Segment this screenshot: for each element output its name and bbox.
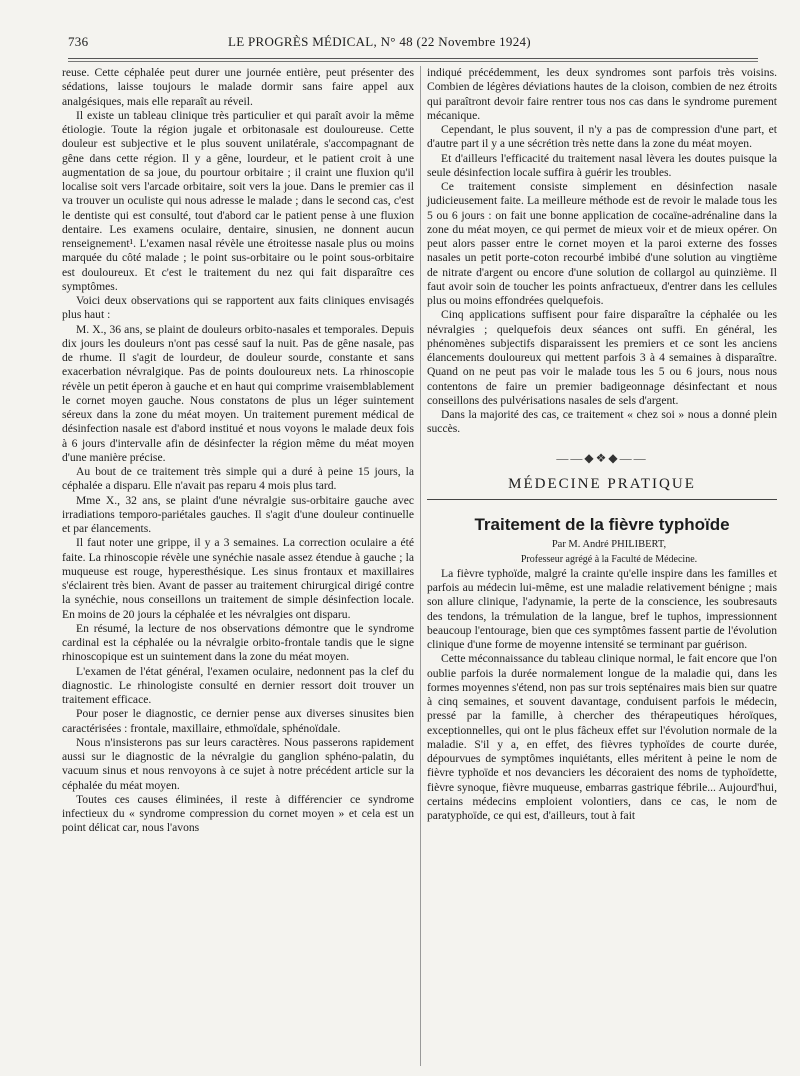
- article-byline: Par M. André PHILIBERT,: [551, 539, 667, 551]
- paragraph: reuse. Cette céphalée peut durer une journée entière, peut présenter des sédations, laisse toujours le malade dormir sans faire appel aux analgésiques, mais elle reparaît au réveil.: [62, 66, 414, 108]
- left-column: [62, 66, 414, 836]
- paragraph: Cinq applications suffisent pour faire disparaître la céphalée ou les névralgies ; quelquefois deux séances ont suffi. En général, les phénomènes subjectifs disparaissent les premiers et ce sont les anciens élancements douloureux qui mettent parfois 3 à 4 semaines à disparaître. Quand on ne peut pas voir le malade tous les 5 ou 6 jours, nous nous contentons de faire un premier badigeonnage désinfectant et nous conseillons des pulvérisations nasales de sels d'argent.: [427, 308, 777, 407]
- paragraph: Cette méconnaissance du tableau clinique normal, le fait encore que l'on oublie parfois la durée normalement longue de la maladie qui, dans les formes moyennes s'étend, non pas sur trois septénaires mais bien sur quatre à cinq semaines, et souvent davantage, conduisent parfois le médecin, pressé par la famille, à chercher des thérapeutiques héroïques, exceptionnelles, qui ont le plus fâcheux effet sur l'évolution normale de la maladie. S'il y a, en effet, des fièvres typhoïdes de courte durée, dépourvues de symptômes inquiétants, elles méritent à peine le nom de fièvre typhoïde et nos devanciers les décoraient des noms de typhoïdette, fièvre synoque, fièvre muqueuse, embarras gastrique fébrile... Aujourd'hui, certains médecins emploient volontiers, dans ce cas, le nom de paratyphoïde, ce qui est, d'ailleurs, tout à fait: [427, 652, 777, 822]
- section-heading: MÉDECINE PRATIQUE: [508, 475, 696, 492]
- paragraph: En résumé, la lecture de nos observations démontre que le syndrome cardinal est la céphalée ou la névralgie orbito-frontale tandis que le signe rhinoscopique est un suintement dans la zone du méat moyen.: [62, 621, 414, 664]
- paragraph: Il existe un tableau clinique très particulier et qui paraît avoir la même étiologie. Toute la région jugale et orbitonasale est douloureuse. Cette douleur est subjective et le plus souvent unilatérale, s'accompagnant de gêne dans cette région. Il y a gêne, lourdeur, et le patient croit à une augmentation de sa joue, du pourtour orbitaire ; il craint une fluxion qu'il localise soit vers l'arcade orbitaire, soit vers la joue. Dans le premier cas il va trouver un oculiste qui nous adresse le malade ; dans le second cas, c'est le dentiste qui est consulté, tout d'abord car le patient pense à une fluxion dentaire. Les examens oculaire, dentaire, sinusien, ne donnent aucun renseignement¹. L'examen nasal révèle une étroitesse nasale plus ou moins marquée du côté malade ; le point sus-orbitaire ou le point sous-orbitaire est douloureux. Et c'est le traitement du nez qui fait disparaître ces symptômes.: [62, 108, 414, 293]
- ornament-divider: ——◆❖◆——: [556, 450, 648, 465]
- page-header: [68, 34, 758, 52]
- paragraph: Dans la majorité des cas, ce traitement « chez soi » nous a donné plein succès.: [427, 408, 777, 436]
- paragraph: L'examen de l'état général, l'examen oculaire, nedonnent pas la clef du diagnostic. Le rhinologiste consulté en dernier ressort doit trouver un traitement efficace.: [62, 664, 414, 706]
- paragraph: Nous n'insisterons pas sur leurs caractères. Nous passerons rapidement aussi sur le diagnostic de la névralgie du ganglion sphéno-palatin, du vacuum sinus et nous renvoyons à ce sujet à notre précédent article sur la céphalée du méat moyen.: [62, 735, 414, 792]
- paragraph: Et d'ailleurs l'efficacité du traitement nasal lèvera les doutes puisque la seule désinfection locale suffira à guérir les troubles.: [427, 151, 777, 179]
- paragraph: Mme X., 32 ans, se plaint d'une névralgie sus-orbitaire gauche avec irradiations temporo-pariétales gauches. Il s'agit d'une douleur continuelle et par élancements.: [62, 493, 414, 535]
- paragraph: indiqué précédemment, les deux syndromes sont parfois très voisins. Combien de légères déviations hautes de la cloison, combien de nez étroits qui paraîtront devoir faire rentrer tous nos cas dans le syndrome purement mécanique.: [427, 66, 777, 122]
- paragraph: Cependant, le plus souvent, il n'y a pas de compression d'une part, et d'autre part il y a une sécrétion très nette dans la zone du méat moyen.: [427, 123, 777, 151]
- paragraph: Au bout de ce traitement très simple qui a duré à peine 15 jours, la céphalée a disparu. Elle n'avait pas reparu 4 mois plus tard.: [62, 465, 414, 493]
- paragraph: La fièvre typhoïde, malgré la crainte qu'elle inspire dans les familles et parfois au médecin lui-même, est une maladie relativement bénigne ; mais son allure clinique, l'adynamie, la perte de la conscience, les soubresauts des tendons, la trémulation de la langue, bref le tuphos, impressionnent beaucoup l'entourage, bien que ces symptômes fassent partie de l'évolution clinique d'une forme de moyenne intensité se terminant par guérison.: [427, 566, 777, 651]
- page-number: 736: [68, 34, 89, 49]
- article-affiliation: Professeur agrégé à la Faculté de Médecine.: [520, 553, 698, 565]
- paragraph: Toutes ces causes éliminées, il reste à différencier ce syndrome infectieux du « syndrome compression du cornet moyen » et cela est un point délicat car, nous l'avons: [62, 792, 414, 835]
- paragraph: Il faut noter une grippe, il y a 3 semaines. La correction oculaire a été faite. La rhinoscopie révèle une synéchie nasale assez étendue à gauche ; la muqueuse est rouge, hyperesthésique. Les sinus frontaux et maxillaires s'éclairent très bien. Avant de passer au traitement chirurgical dirigé contre la synéchie, nous conseillons un traitement de simple désinfection locale. En moins de 20 jours la céphalée et les névralgies ont disparu.: [62, 536, 414, 621]
- article-title: Traitement de la fièvre typhoïde: [474, 515, 730, 534]
- header-rule: [68, 58, 758, 59]
- paragraph: Pour poser le diagnostic, ce dernier pense aux diverses sinusites bien caractérisées : frontale, maxillaire, ethmoïdale, sphénoïdale.: [62, 707, 414, 735]
- paragraph: M. X., 36 ans, se plaint de douleurs orbito-nasales et temporales. Depuis dix jours les douleurs n'ont pas cessé sauf la nuit. Pas de gêne nasale, pas de rhume. Il s'agit de lourdeur, de douleur sourde, constante et sans exacerbation névralgique. Pas de points douloureux nets. La rhinoscopie révèle un petit éperon à gauche et en haut qui comprime vraisemblablement le cornet moyen gauche. Nous constatons de plus un léger suintement séreux dans la zone du méat moyen. Un traitement purement médical de désinfection nasale est d'abord institué et nous voyons le malade deux fois à 6 jours d'intervalle afin de désinfecter la région même du méat moyen d'une manière précise.: [62, 322, 414, 464]
- column-divider: [420, 66, 421, 1066]
- paragraph: Ce traitement consiste simplement en désinfection nasale judicieusement faite. La meilleure méthode est de revoir le malade tous les 5 ou 6 jours : on fait une bonne application de cocaïne-adrénaline dans la zone du méat moyen, ce qui permet de mieux voir et de mieux opérer. On peut alors passer entre le cornet moyen et la paroi externe des fosses nasales un petit porte-coton recourbé imbibé d'une solution au vingtième de nitrate d'argent ou encore d'une solution de collargol au quinzième. Il faut avoir soin de toucher les points anfractueux, d'entrer dans les cellules plus ou moins effondrées quelquefois.: [427, 180, 777, 307]
- paragraph: Voici deux observations qui se rapportent aux faits cliniques envisagés plus haut :: [62, 294, 414, 322]
- header-rule-secondary: [68, 61, 758, 62]
- running-title: LE PROGRÈS MÉDICAL, N° 48 (22 Novembre 1924): [228, 34, 531, 49]
- section-rule: [427, 499, 777, 500]
- right-column: [427, 66, 777, 823]
